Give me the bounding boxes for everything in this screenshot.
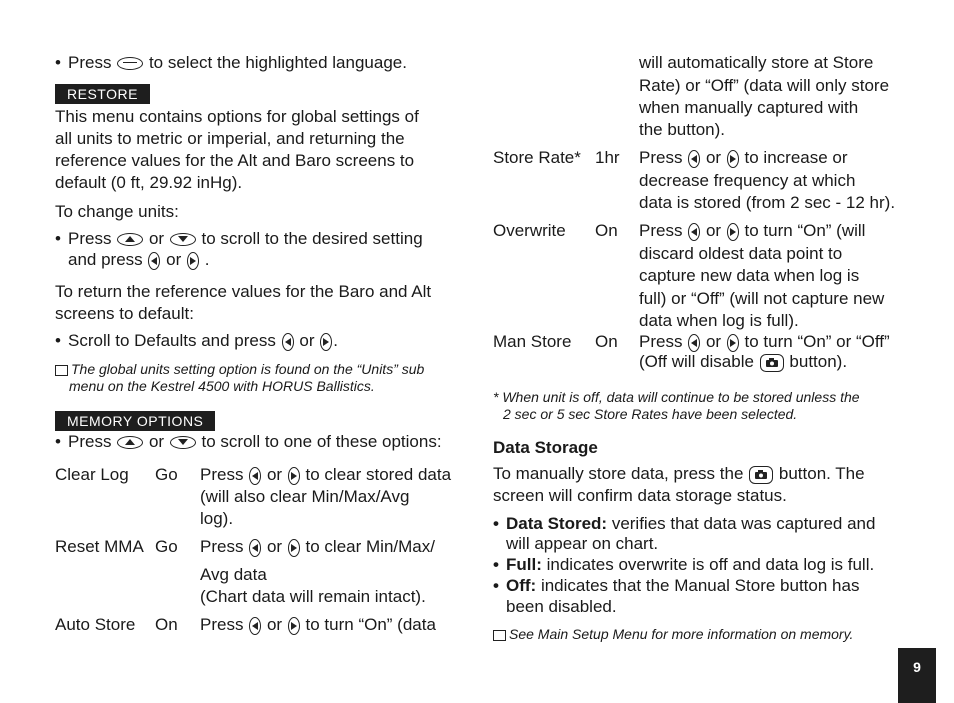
option-desc-line [639, 331, 890, 353]
restore-para-line-2: all units to metric or imperial, and returning the [55, 129, 405, 148]
left-button-icon [688, 334, 700, 352]
restore-para-line-4: default (0 ft, 29.92 inHg). [55, 173, 243, 192]
text: to scroll to the desired setting [201, 229, 423, 248]
note-line-1 [55, 360, 424, 378]
footnote-line-2: 2 sec or 5 sec Store Rates have been selected. [503, 406, 798, 422]
note-icon [55, 365, 68, 376]
up-button-icon [117, 233, 143, 246]
text: . [204, 250, 210, 269]
option-desc-line: log). [200, 509, 234, 528]
option-desc-line [200, 536, 435, 558]
left-button-icon [688, 223, 700, 241]
cont-line-2: Rate) or “Off” (data will only store [639, 76, 890, 95]
bullet-dot: • [55, 432, 61, 451]
footnote-line-1: * When unit is off, data will continue to be stored unless the [493, 389, 860, 405]
text: Scroll to Defaults and press [68, 331, 276, 350]
option-value: On [595, 221, 618, 240]
bullet-term: Full: [506, 555, 542, 574]
units-scroll-line [68, 228, 423, 250]
right-button-icon [727, 223, 739, 241]
text: Press [200, 465, 244, 484]
text: or [299, 331, 315, 350]
option-name: Auto Store [55, 615, 136, 634]
text: to turn “On” (data [305, 615, 436, 634]
bullet-term: Data Stored: [506, 514, 608, 533]
text: indicates overwrite is off and data log is full. [546, 555, 875, 574]
text: or [705, 148, 722, 167]
text: to turn “On” or “Off” [744, 332, 890, 351]
text: Press [639, 148, 683, 167]
option-desc-line [200, 464, 451, 486]
restore-header: RESTORE [55, 84, 150, 104]
text: or [266, 465, 283, 484]
bullet-off [506, 575, 859, 597]
option-desc-line: full) or “Off” (will not capture new [639, 289, 885, 308]
bullet-dot: • [55, 229, 61, 248]
restore-para-line-3: reference values for the Alt and Baro screens to [55, 151, 415, 170]
return-para-line-2: screens to default: [55, 304, 194, 323]
text: Press [200, 537, 244, 556]
option-desc-line: (Chart data will remain intact). [200, 587, 426, 606]
bullet-data-stored [506, 513, 875, 535]
bullet-dot: • [493, 576, 499, 595]
text: button. The [778, 464, 865, 483]
enter-button-icon [117, 57, 143, 70]
text: to clear Min/Max/ [305, 537, 435, 556]
bullet-term: Off: [506, 576, 537, 595]
cont-line-3: when manually captured with [639, 98, 859, 117]
left-button-icon [249, 467, 261, 485]
text: or [166, 250, 182, 269]
note-icon [493, 630, 506, 641]
text: Press [68, 53, 112, 72]
text: Press [68, 229, 112, 248]
right-button-icon [727, 150, 739, 168]
note-line-2: menu on the Kestrel 4500 with HORUS Ballistics. [69, 378, 375, 394]
down-button-icon [170, 436, 196, 449]
return-para-line-1: To return the reference values for the Baro and Alt [55, 282, 432, 301]
option-desc-line: capture new data when log is [639, 266, 860, 285]
option-name: Man Store [493, 332, 572, 351]
text: and press [68, 250, 143, 269]
text: verifies that data was captured and [611, 514, 876, 533]
text: (Off will disable [639, 352, 754, 371]
option-desc-line: decrease frequency at which [639, 171, 856, 190]
option-name: Reset MMA [55, 537, 144, 556]
option-desc-line: Avg data [200, 565, 267, 584]
page-number: 9 [898, 648, 936, 703]
text: indicates that the Manual Store button has [540, 576, 860, 595]
note-memory [493, 625, 853, 643]
left-button-icon [148, 252, 160, 270]
text: The global units setting option is found on the “Units” sub [71, 361, 425, 377]
text: or [705, 221, 722, 240]
option-value: 1hr [595, 148, 620, 167]
units-press-line [68, 249, 209, 271]
memory-options-header: MEMORY OPTIONS [55, 411, 215, 431]
text: to clear stored data [305, 465, 452, 484]
option-desc-line: data when log is full). [639, 311, 799, 330]
right-button-icon [727, 334, 739, 352]
option-desc-line: (will also clear Min/Max/Avg [200, 487, 410, 506]
right-button-icon [288, 617, 300, 635]
text: . [333, 331, 338, 350]
right-button-icon [288, 467, 300, 485]
text: Press [68, 432, 112, 451]
down-button-icon [170, 233, 196, 246]
left-button-icon [282, 333, 294, 351]
bullet-off-line-2: been disabled. [506, 597, 617, 616]
text: to turn “On” (will [744, 221, 866, 240]
bullet-dot: • [493, 555, 499, 574]
option-value: On [595, 332, 618, 351]
up-button-icon [117, 436, 143, 449]
cont-line-4: the button). [639, 120, 726, 139]
memory-scroll-line [68, 431, 442, 453]
cont-line-1: will automatically store at Store [639, 53, 874, 72]
bullet-dot: • [55, 53, 61, 72]
option-desc-line: discard oldest data point to [639, 244, 843, 263]
text: To manually store data, press the [493, 464, 744, 483]
option-name: Clear Log [55, 465, 129, 484]
right-button-icon [187, 252, 199, 270]
text: to scroll to one of these options: [201, 432, 442, 451]
text: See Main Setup Menu for more information on memory. [509, 626, 854, 642]
right-button-icon [288, 539, 300, 557]
left-button-icon [688, 150, 700, 168]
option-desc-line [639, 351, 847, 373]
option-desc-line [639, 220, 865, 242]
right-button-icon [320, 333, 332, 351]
text: Press [639, 332, 683, 351]
bullet-full [506, 554, 874, 576]
left-button-icon [249, 539, 261, 557]
data-storage-heading: Data Storage [493, 438, 598, 457]
camera-button-icon [749, 466, 773, 484]
text: button). [789, 352, 848, 371]
bullet-dot: • [493, 514, 499, 533]
text: or [266, 537, 283, 556]
bullet-dot: • [55, 331, 61, 350]
text: to select the highlighted language. [148, 53, 407, 72]
camera-button-icon [760, 354, 784, 372]
language-line [68, 52, 407, 74]
ds-para-line-2: screen will confirm data storage status. [493, 486, 787, 505]
scroll-defaults-line [68, 330, 338, 352]
text: or [266, 615, 283, 634]
to-change-units: To change units: [55, 202, 179, 221]
option-name: Overwrite [493, 221, 566, 240]
text: Press [639, 221, 683, 240]
option-name: Store Rate* [493, 148, 581, 167]
ds-para-line-1 [493, 463, 865, 485]
option-desc-line: data is stored (from 2 sec - 12 hr). [639, 193, 896, 212]
text: Press [200, 615, 244, 634]
text: or [148, 432, 165, 451]
bullet-data-stored-line-2: will appear on chart. [506, 534, 659, 553]
restore-para-line-1: This menu contains options for global settings of [55, 107, 419, 126]
text: to increase or [744, 148, 848, 167]
option-value: Go [155, 537, 178, 556]
option-desc-line [200, 614, 436, 636]
text: or [705, 332, 722, 351]
left-button-icon [249, 617, 261, 635]
option-value: Go [155, 465, 178, 484]
text: or [148, 229, 165, 248]
option-value: On [155, 615, 178, 634]
option-desc-line [639, 147, 848, 169]
